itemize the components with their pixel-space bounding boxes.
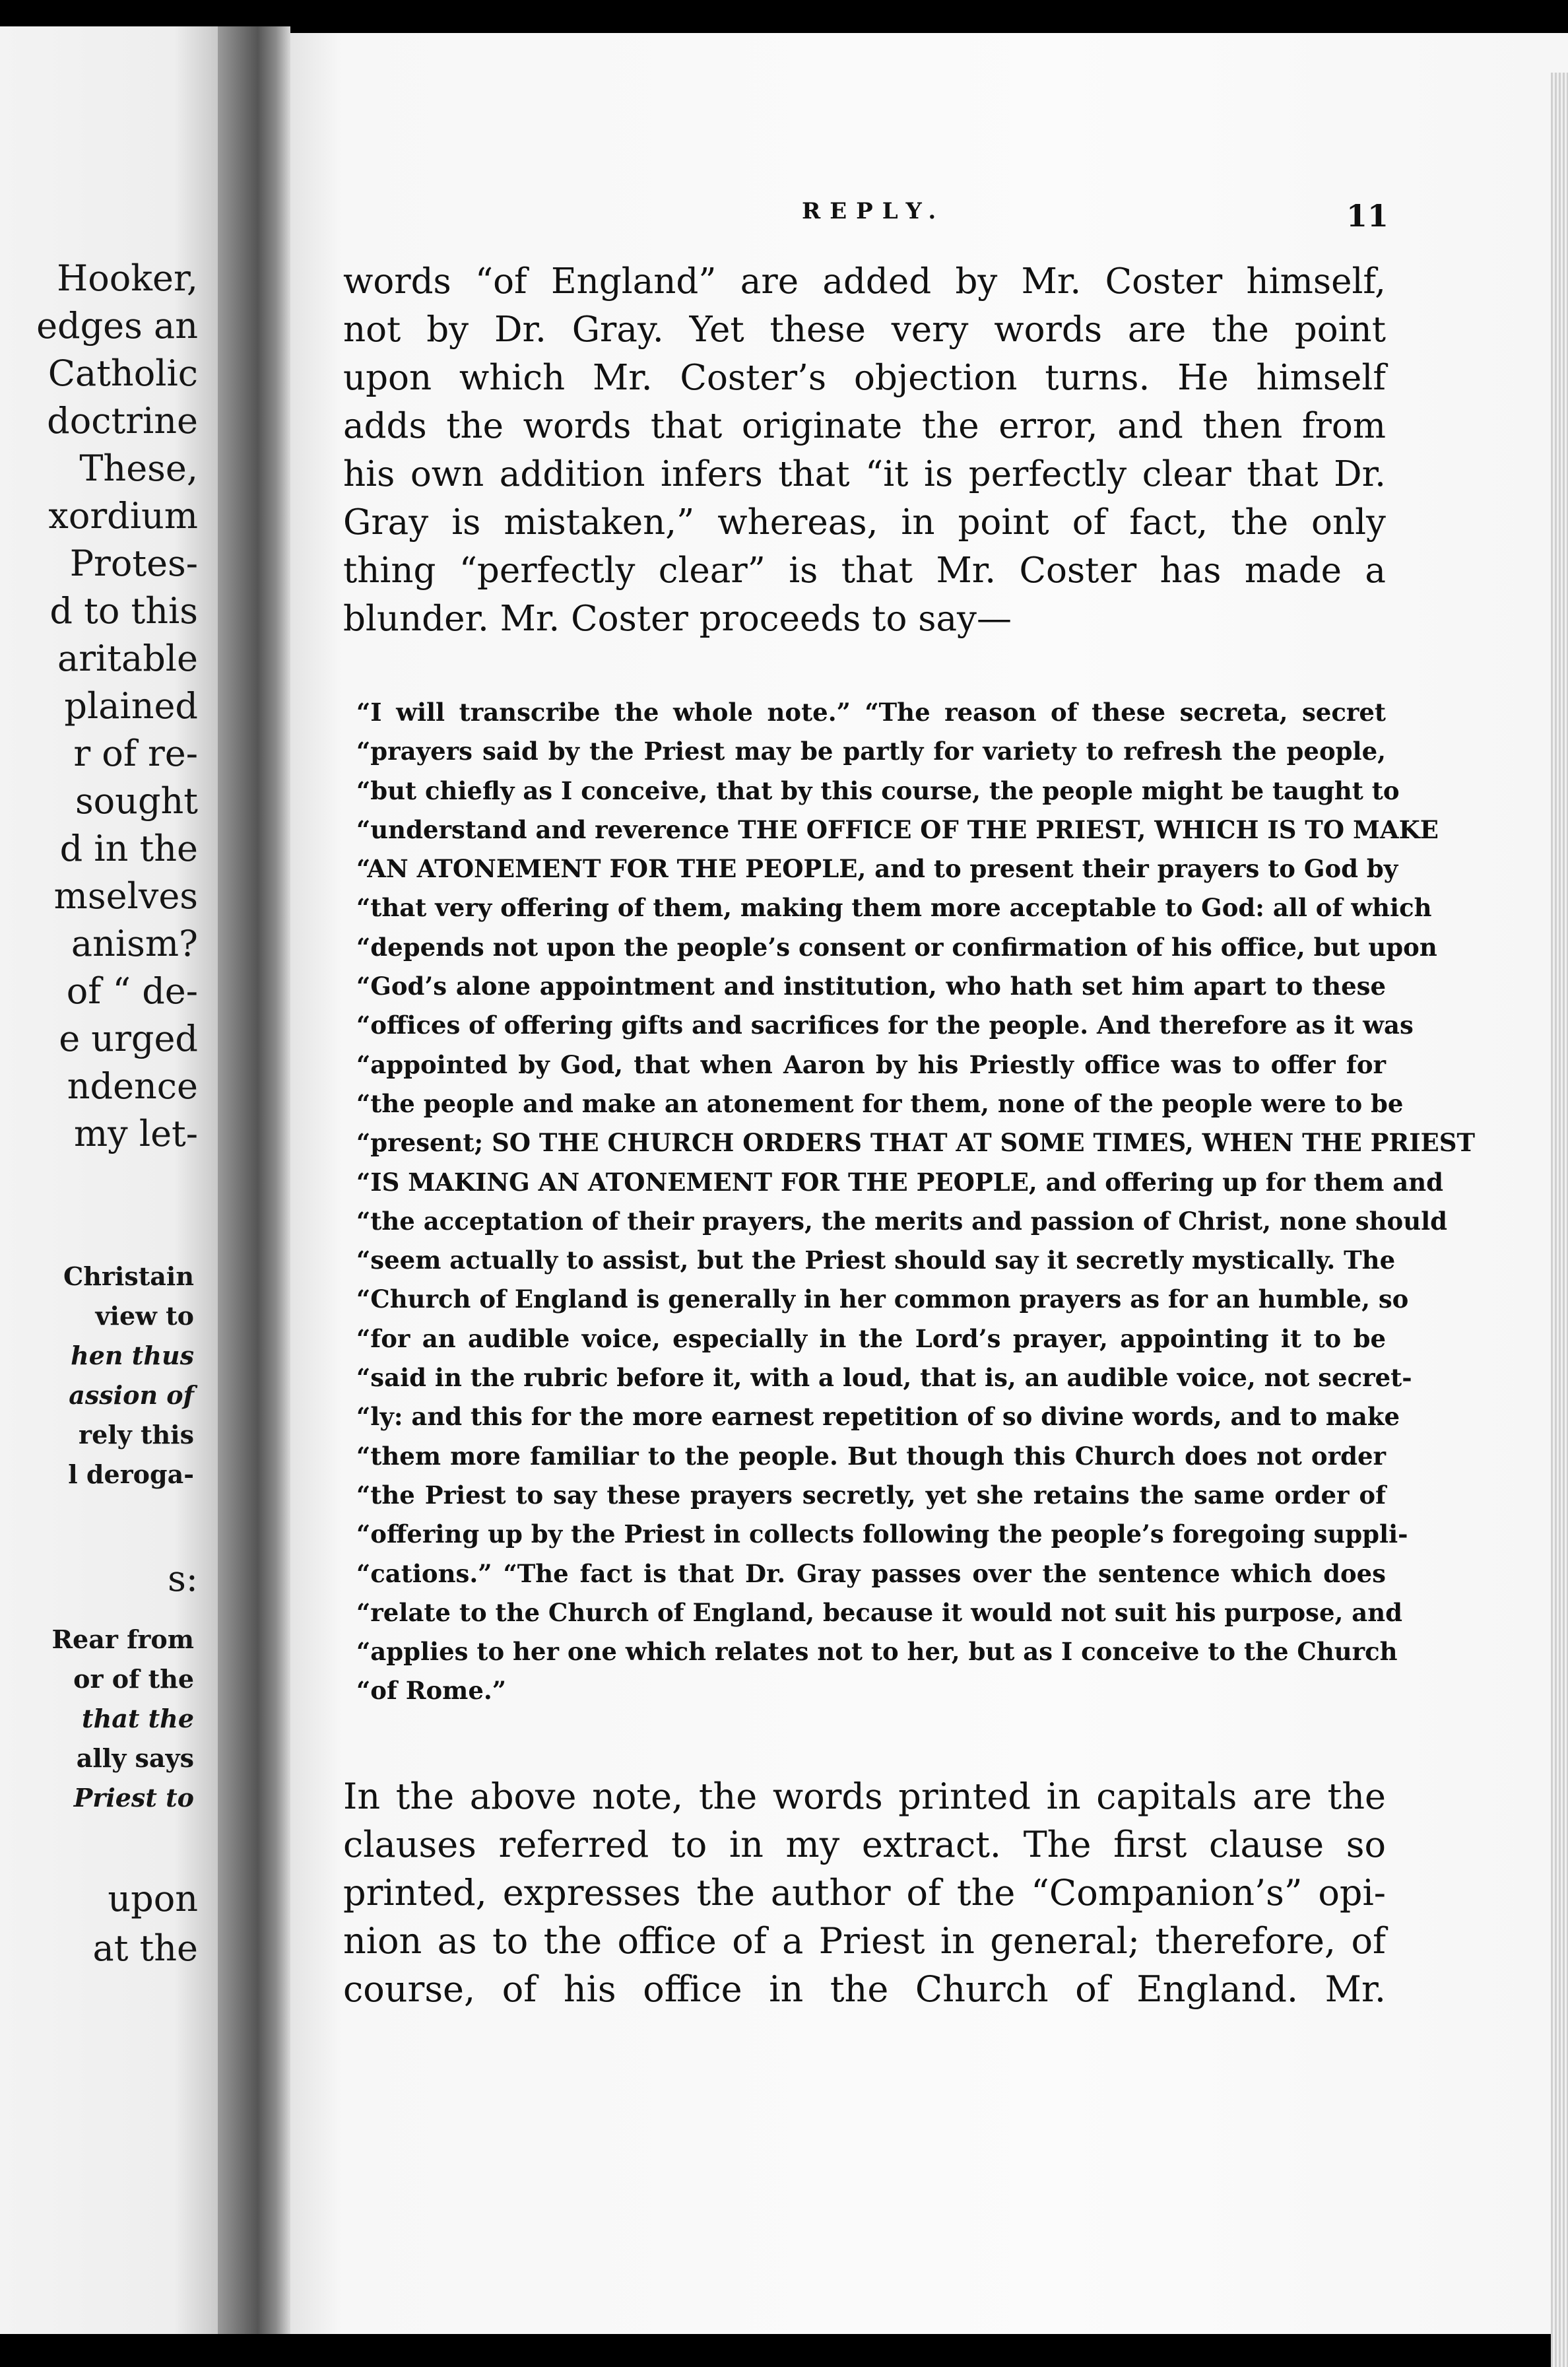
left-page-line: e urged (59, 1018, 198, 1059)
text-line: Gray is mistaken,” whereas, in point of fact, the only (343, 502, 1386, 543)
left-page-line: view to (95, 1301, 194, 1331)
text-line: nion as to the office of a Priest in general; therefore, of (343, 1920, 1386, 1962)
left-page-line: ally says (76, 1743, 194, 1773)
text-line: his own addition infers that “it is perfectly clear that Dr. (343, 454, 1386, 494)
block-quote (356, 693, 1475, 1711)
text-line: upon which Mr. Coster’s objection turns. He himself (343, 358, 1386, 398)
quote-line: “AN ATONEMENT FOR THE PEOPLE, and to present their prayers to God by (356, 854, 1398, 884)
text-line: not by Dr. Gray. Yet these very words are the point (343, 310, 1386, 350)
left-page-line: Catholic (48, 352, 198, 394)
left-page-line: assion of (69, 1380, 194, 1410)
quote-line: “I will transcribe the whole note.” “The reason of these secreta, secret (356, 698, 1386, 727)
left-page-line: d in the (59, 828, 198, 869)
text-line: adds the words that originate the error, and then from (343, 406, 1386, 446)
running-head: REPLY. (802, 198, 946, 224)
text-line: words “of England” are added by Mr. Coster himself, (343, 261, 1386, 302)
quote-line: “said in the rubric before it, with a loud, that is, an audible voice, not secret- (356, 1363, 1412, 1393)
left-page-line: of “ de- (66, 970, 198, 1012)
quote-line: “appointed by God, that when Aaron by his Priestly office was to offer for (356, 1050, 1386, 1079)
quote-line: “IS MAKING AN ATONEMENT FOR THE PEOPLE, and offering up for them and (356, 1167, 1444, 1197)
left-page-line: xordium (48, 495, 198, 537)
book-gutter (218, 26, 290, 2334)
text-line: printed, expresses the author of the “Companion’s” opi- (343, 1872, 1386, 1914)
left-page-line: mselves (53, 875, 198, 917)
quote-line: “of Rome.” (356, 1676, 507, 1706)
quote-line: “the acceptation of their prayers, the merits and passion of Christ, none should (356, 1206, 1448, 1236)
left-page-line: Christain (63, 1261, 194, 1291)
text-line: clauses referred to in my extract. The first clause so (343, 1824, 1386, 1865)
quote-line: “offices of offering gifts and sacrifices for the people. And therefore as it was (356, 1011, 1414, 1040)
text-line: blunder. Mr. Coster proceeds to say— (343, 599, 1012, 639)
quote-line: “present; SO THE CHURCH ORDERS THAT AT SOME TIMES, WHEN THE PRIEST (356, 1128, 1475, 1158)
quote-line: “that very offering of them, making them more acceptable to God: all of which (356, 893, 1432, 923)
left-page-line: These, (79, 448, 198, 489)
left-page-line: r of re- (73, 733, 198, 774)
left-page-line: at the (92, 1927, 198, 1969)
left-page-line: aritable (57, 638, 198, 679)
quote-line: “prayers said by the Priest may be partly for variety to refresh the people, (356, 737, 1386, 766)
left-page-line: that the (82, 1704, 194, 1733)
left-page-line: edges an (36, 305, 198, 347)
page-number: 11 (1346, 198, 1389, 234)
page-edge (1551, 73, 1568, 2367)
quote-line: “offering up by the Priest in collects following the people’s foregoing suppli- (356, 1519, 1408, 1549)
left-page-line: my let- (73, 1113, 198, 1154)
quote-line: “them more familiar to the people. But though this Church does not order (356, 1441, 1386, 1471)
quote-line: “the people and make an atonement for them, none of the people were to be (356, 1088, 1404, 1118)
quote-line: “depends not upon the people’s consent or confirmation of his office, but upon (356, 932, 1437, 962)
quote-line: “for an audible voice, especially in the Lord’s prayer, appointing it to be (356, 1323, 1386, 1353)
left-page-line: Protes- (69, 543, 198, 584)
left-page-line: Hooker, (57, 257, 198, 299)
paragraph-1 (343, 257, 1386, 643)
left-page-line: doctrine (47, 400, 198, 442)
left-page-line: Rear from (51, 1624, 194, 1654)
left-page-line: upon (108, 1878, 198, 1919)
quote-line: “but chiefly as I conceive, that by this course, the people might be taught to (356, 776, 1400, 805)
quote-line: “relate to the Church of England, because it would not suit his purpose, and (356, 1597, 1403, 1627)
left-page-line: s: (168, 1558, 198, 1599)
quote-line: “ly: and this for the more earnest repetition of so divine words, and to make (356, 1402, 1400, 1432)
paragraph-2 (343, 1772, 1386, 2013)
text-line: In the above note, the words printed in capitals are the (343, 1776, 1386, 1817)
left-page-line: ndence (67, 1065, 198, 1107)
left-page-line: Priest to (73, 1783, 194, 1813)
text-line: course, of his office in the Church of England. Mr. (343, 1968, 1386, 2010)
left-page-line: l deroga- (68, 1459, 194, 1489)
left-page-line: hen thus (71, 1341, 194, 1370)
left-page-line: or of the (73, 1664, 194, 1694)
left-page-line: plained (64, 685, 198, 727)
quote-line: “Church of England is generally in her common prayers as for an humble, so (356, 1284, 1409, 1314)
left-page-line: anism? (71, 923, 198, 964)
left-page (0, 26, 218, 2334)
left-page-line: rely this (79, 1420, 194, 1450)
quote-line: “the Priest to say these prayers secretly, yet she retains the same order of (356, 1480, 1386, 1510)
text-line: thing “perfectly clear” is that Mr. Coster has made a (343, 550, 1386, 591)
left-page-line: sought (75, 780, 198, 822)
left-page-line: d to this (49, 590, 198, 632)
quote-line: “understand and reverence THE OFFICE OF THE PRIEST, WHICH IS TO MAKE (356, 815, 1439, 844)
quote-line: “seem actually to assist, but the Priest should say it secretly mystically. The (356, 1246, 1396, 1275)
quote-line: “God’s alone appointment and institution, who hath set him apart to these (356, 972, 1386, 1001)
quote-line: “applies to her one which relates not to her, but as I conceive to the Church (356, 1637, 1398, 1667)
quote-line: “cations.” “The fact is that Dr. Gray passes over the sentence which does (356, 1558, 1386, 1588)
